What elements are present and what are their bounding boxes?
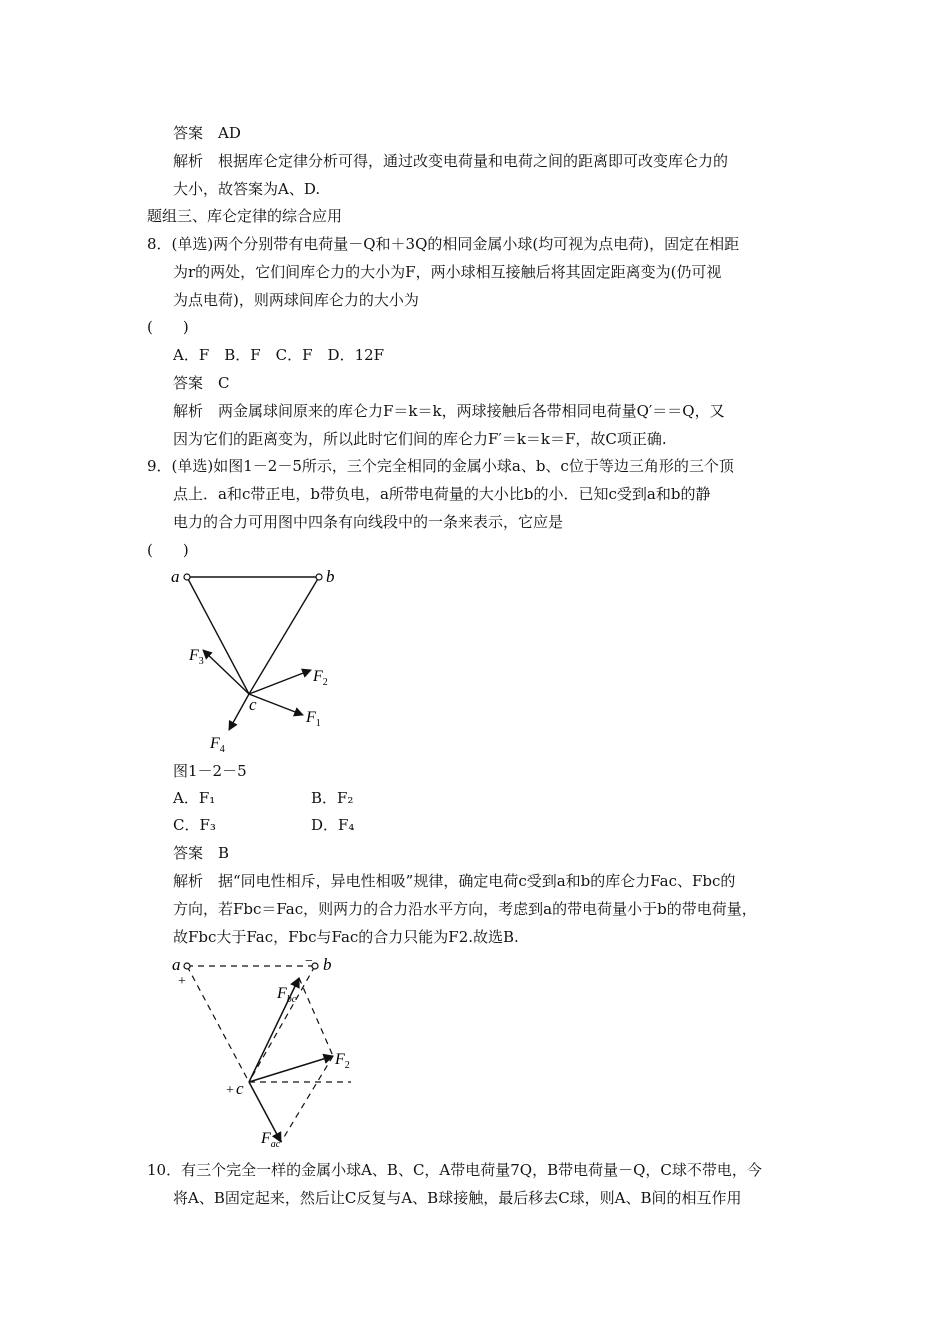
q9-analysis-line-2: 方向，若Fbc＝Fac，则两力的合力沿水平方向，考虑到a的带电荷量小于b的带电荷量， [173,900,757,918]
arrow-f2 [249,670,311,694]
label-f4: $F_4$ [210,735,225,755]
q8-stem-line-1: 8．(单选)两个分别带有电荷量－Q和＋3Q的相同金属小球(均可视为点电荷)，固定在相距 [147,235,740,253]
sign-minus-b: − [305,954,313,969]
label-f3: $F_3$ [189,647,204,667]
label-fbc: $F_{bc}$ [277,985,297,1005]
arrow-f2 [249,1056,333,1082]
q9-option-a: A．F₁ [173,789,216,807]
arrow-f1 [249,694,303,715]
label-a: a [172,955,181,974]
q8-analysis-line-2: 因为它们的距离变为，所以此时它们间的库仑力F′＝k＝k＝F，故C项正确. [173,430,667,448]
q9-answer-bracket: ( ) [147,541,189,559]
label-c: c [249,695,257,714]
label-f2: $F_2$ [313,668,328,688]
label-c: c [236,1079,244,1098]
q7-answer: 答案 AD [173,124,241,142]
q8-analysis-line-1: 解析 两金属球间原来的库仑力F＝k＝k，两球接触后各带相同电荷量Q′＝＝Q，又 [173,402,725,420]
label-b: b [323,955,332,974]
label-b: b [326,567,335,586]
q9-answer: 答案 B [173,844,230,862]
label-a: a [171,567,180,586]
sign-plus-a: + [178,974,186,989]
force-arrows [203,650,311,730]
q9-stem-line-2: 点上．a和c带正电，b带负电，a所带电荷量的大小比b的小．已知c受到a和b的静 [173,485,711,503]
figure-force-analysis [165,950,365,1155]
q8-answer-bracket: ( ) [147,318,189,336]
label-fac: $F_{ac}$ [261,1130,281,1150]
q8-answer: 答案 C [173,374,230,392]
point-b [316,574,322,580]
arrow-f4 [229,694,249,730]
q8-stem-line-2: 为r的两处，它们间库仑力的大小为F，两小球相互接触后将其固定距离变为(仍可视 [173,263,722,281]
q8-options: A．F B．F C．F D．12F [173,346,385,364]
q9-analysis-line-3: 故Fbc大于Fac，Fbc与Fac的合力只能为F2.故选B. [173,928,519,946]
figure-caption: 图1－2－5 [173,762,247,780]
section-title: 题组三、库仑定律的综合应用 [147,207,343,225]
point-a [184,963,190,969]
q9-stem-line-1: 9．(单选)如图1－2－5所示，三个完全相同的金属小球a、b、c位于等边三角形的三个顶 [147,457,734,475]
q7-analysis-line-2: 大小，故答案为A、D. [173,180,321,198]
triangle-abc [187,577,319,694]
q10-stem-line-2: 将A、B固定起来，然后让C反复与A、B球接触，最后移去C球，则A、B间的相互作用 [173,1189,742,1207]
dashed-lines [187,966,351,1142]
figure-1-2-5 [165,560,355,755]
q9-stem-line-3: 电力的合力可用图中四条有向线段中的一条来表示，它应是 [173,513,564,531]
q9-option-c: C．F₃ [173,816,216,834]
q8-stem-line-3: 为点电荷)，则两球间库仑力的大小为 [173,291,419,309]
point-a [184,574,190,580]
q9-option-d: D．F₄ [311,816,355,834]
q10-stem-line-1: 10．有三个完全一样的金属小球A、B、C，A带电荷量7Q，B带电荷量－Q，C球不带电，今 [147,1161,762,1179]
label-f2: $F_2$ [335,1051,350,1071]
sign-plus-c: + [226,1083,234,1098]
q9-analysis-line-1: 解析 据“同电性相斥，异电性相吸”规律，确定电荷c受到a和b的库仑力Fac、Fbc的 [173,872,736,890]
q7-analysis-line-1: 解析 根据库仑定律分析可得，通过改变电荷量和电荷之间的距离即可改变库仑力的 [173,152,729,170]
label-f1: $F_1$ [306,709,321,729]
q9-option-b: B．F₂ [311,789,354,807]
arrow-f3 [203,650,249,694]
